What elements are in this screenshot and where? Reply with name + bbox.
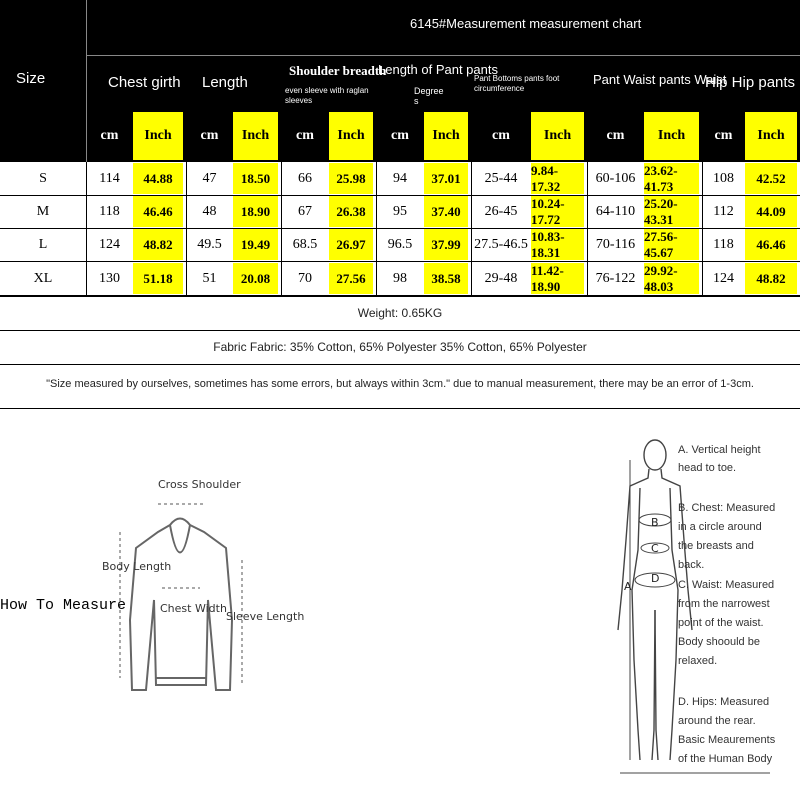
table-cell-cm: 108 xyxy=(713,170,734,186)
table-cell-inch: 25.20-43.31 xyxy=(644,196,699,227)
size-label: XL xyxy=(33,270,53,286)
table-cell-inch: 38.58 xyxy=(424,263,468,294)
table-cell-inch: 10.24-17.72 xyxy=(531,196,584,227)
size-label: L xyxy=(38,236,48,252)
sleeve-length-label: Sleeve Length xyxy=(226,610,305,623)
table-cell-inch: 20.08 xyxy=(233,263,278,294)
column-divider xyxy=(376,162,377,296)
unit-cm-header: cm xyxy=(100,128,119,143)
col-pant-length: Length of Pant pants xyxy=(378,62,498,77)
col-pant-length-note: Degree s xyxy=(414,86,444,106)
col-hip: Hip Hip pants xyxy=(705,74,796,91)
body-label-b: B xyxy=(651,516,659,529)
column-divider xyxy=(471,162,472,296)
table-cell-cm: 96.5 xyxy=(387,236,413,252)
table-cell-cm: 70-116 xyxy=(595,236,636,252)
table-cell-inch: 9.84-17.32 xyxy=(531,163,584,194)
col-chest-girth: Chest girth xyxy=(108,74,181,91)
table-cell-cm: 25-44 xyxy=(484,170,518,186)
table-cell-inch: 27.56 xyxy=(329,263,373,294)
header-divider xyxy=(86,55,800,56)
table-cell-inch: 37.99 xyxy=(424,229,468,260)
table-cell-inch: 18.50 xyxy=(233,163,278,194)
table-cell-cm: 70 xyxy=(298,270,312,286)
col-shoulder-note: even sleeve with raglan sleeves xyxy=(285,86,369,105)
table-cell-cm: 29-48 xyxy=(484,270,518,286)
column-divider xyxy=(86,162,87,296)
table-cell-cm: 130 xyxy=(99,270,120,286)
table-cell-cm: 118 xyxy=(99,203,120,219)
table-cell-inch: 51.18 xyxy=(133,263,183,294)
unit-cm-header: cm xyxy=(391,128,409,143)
table-cell-cm: 95 xyxy=(393,203,407,219)
table-cell-inch: 23.62-41.73 xyxy=(644,163,699,194)
chart-title: 6145#Measurement measurement chart xyxy=(410,16,642,31)
instruction-a: A. Vertical height head to toe. xyxy=(678,444,761,474)
table-cell-cm: 68.5 xyxy=(292,236,318,252)
divider xyxy=(0,330,800,331)
table-cell-cm: 112 xyxy=(713,203,734,219)
table-cell-inch: 44.88 xyxy=(133,163,183,194)
instruction-c: C. Waist: Measured from the narrowest point of the waist. Body shoould be relaxed. xyxy=(678,579,775,667)
divider xyxy=(0,364,800,365)
table-cell-cm: 76-122 xyxy=(595,270,636,286)
table-cell-inch: 48.82 xyxy=(133,229,183,260)
table-cell-cm: 114 xyxy=(99,170,120,186)
size-label: S xyxy=(39,170,47,186)
table-cell-inch: 29.92-48.03 xyxy=(644,263,699,294)
table-cell-inch: 25.98 xyxy=(329,163,373,194)
table-cell-cm: 51 xyxy=(202,270,217,286)
how-to-measure-label: How To Measure xyxy=(0,597,127,614)
column-divider xyxy=(186,162,187,296)
unit-inch-header: Inch xyxy=(424,112,468,160)
table-cell-cm: 60-106 xyxy=(595,170,636,186)
unit-inch-header: Inch xyxy=(133,112,183,160)
unit-inch-header: Inch xyxy=(329,112,373,160)
table-cell-cm: 26-45 xyxy=(484,203,518,219)
size-header: Size xyxy=(16,70,46,87)
cross-shoulder-label: Cross Shoulder xyxy=(158,478,241,491)
table-cell-cm: 67 xyxy=(298,203,312,219)
table-cell-cm: 66 xyxy=(298,170,312,186)
table-cell-inch: 19.49 xyxy=(233,229,278,260)
unit-cm-header: cm xyxy=(200,128,219,143)
table-cell-inch: 18.90 xyxy=(233,196,278,227)
table-cell-cm: 124 xyxy=(99,236,120,252)
disclaimer-text: "Size measured by ourselves, sometimes has some errors, but always within 3cm." due to manual measurement, there may be an error of 1-3cm. xyxy=(46,378,754,390)
instruction-b: B. Chest: Measured in a circle around the breasts and back. xyxy=(678,502,776,571)
table-cell-inch: 48.82 xyxy=(745,263,797,294)
weight-text: Weight: 0.65KG xyxy=(357,306,443,320)
divider xyxy=(0,408,800,409)
unit-inch-header: Inch xyxy=(233,112,278,160)
table-cell-inch: 42.52 xyxy=(745,163,797,194)
chest-width-label: Chest Width xyxy=(160,602,227,615)
body-label-a: A xyxy=(624,580,632,593)
instruction-d: D. Hips: Measured around the rear. Basic Meaurements of the Human Body xyxy=(678,696,776,765)
table-cell-cm: 94 xyxy=(393,170,407,186)
unit-cm-header: cm xyxy=(492,128,510,143)
unit-cm-header: cm xyxy=(296,128,314,143)
unit-inch-header: Inch xyxy=(745,112,797,160)
fabric-text: Fabric Fabric: 35% Cotton, 65% Polyester 35% Cotton, 65% Polyester xyxy=(213,340,587,354)
table-cell-inch: 27.56-45.67 xyxy=(644,229,699,260)
col-pant-waist: Pant Waist pants Waist xyxy=(593,72,727,87)
table-cell-inch: 46.46 xyxy=(745,229,797,260)
table-cell-cm: 64-110 xyxy=(595,203,636,219)
column-divider xyxy=(587,162,588,296)
column-divider xyxy=(702,162,703,296)
table-cell-inch: 46.46 xyxy=(133,196,183,227)
unit-cm-header: cm xyxy=(714,128,733,143)
table-cell-cm: 124 xyxy=(713,270,734,286)
table-cell-cm: 98 xyxy=(393,270,407,286)
size-label: M xyxy=(36,203,50,219)
table-cell-inch: 44.09 xyxy=(745,196,797,227)
table-cell-inch: 10.83-18.31 xyxy=(531,229,584,260)
unit-inch-header: Inch xyxy=(531,112,584,160)
body-length-label: Body Length xyxy=(102,560,172,573)
body-label-d: D xyxy=(651,572,660,585)
table-cell-cm: 47 xyxy=(202,170,217,186)
divider xyxy=(0,296,800,297)
unit-cm-header: cm xyxy=(606,128,625,143)
col-length: Length xyxy=(202,74,248,91)
column-divider xyxy=(281,162,282,296)
table-cell-cm: 27.5-46.5 xyxy=(474,236,528,252)
table-cell-inch: 26.97 xyxy=(329,229,373,260)
garment-diagram xyxy=(100,470,305,710)
table-cell-cm: 49.5 xyxy=(197,236,222,252)
col-shoulder-breadth: Shoulder breadth xyxy=(289,63,387,78)
body-label-c: C xyxy=(651,542,659,555)
col-pant-bottoms: Pant Bottoms pants foot circumference xyxy=(474,74,560,93)
unit-inch-header: Inch xyxy=(644,112,699,160)
table-cell-inch: 26.38 xyxy=(329,196,373,227)
table-cell-cm: 118 xyxy=(713,236,734,252)
table-cell-inch: 37.40 xyxy=(424,196,468,227)
table-cell-inch: 11.42-18.90 xyxy=(531,263,584,294)
table-cell-inch: 37.01 xyxy=(424,163,468,194)
table-cell-cm: 48 xyxy=(202,203,217,219)
